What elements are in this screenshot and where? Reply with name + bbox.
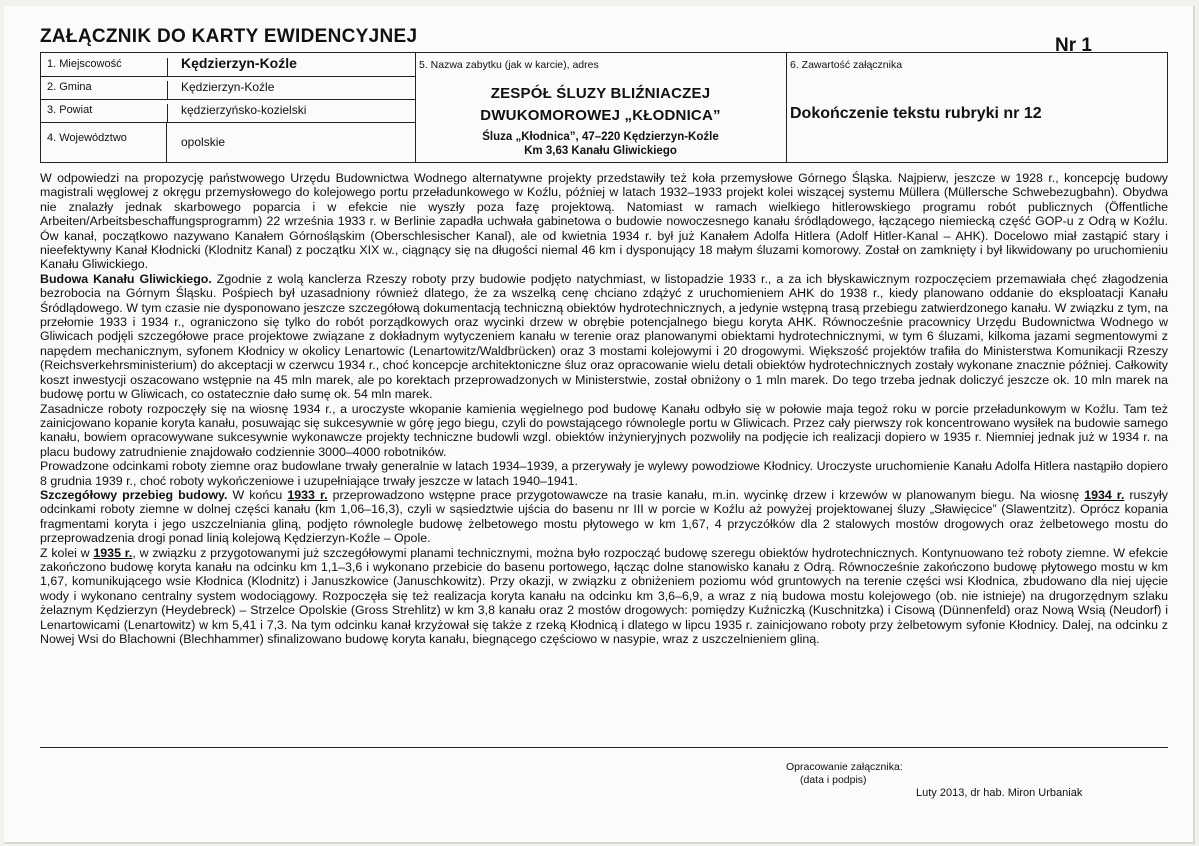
detailed-course-text-c: ruszyły odcinkami roboty ziemne w dolnej części kanału (km 1,06–16,3), czyli w sąsiedztwie ujścia do basenu nr III w porcie w Koźlu aż powyżej projektowanej śluzy „Sławięcice” (Slawentzitz). Oprócz kopania fragmentami koryta i jego uszczelniania gliną, podjęto równolegle budowę żelbetowego mostu płytowego w km 1,67, 4 przyczółków dla 2 stalowych mostów drogowych oraz żelbetowego mostu do przeprowadzenia drogi ponad linią kolejową Kędzierzyn-Koźle – Opole. <box>40 487 1168 546</box>
year-1935: 1935 r. <box>93 545 133 560</box>
section-heading-construction: Budowa Kanału Gliwickiego. <box>40 271 212 286</box>
object-name-line-2: DWUKOMOROWEJ „KŁODNICA” <box>480 107 721 124</box>
document-number: Nr 1 <box>1055 35 1092 56</box>
paragraph-opening-text: Prowadzone odcinkami roboty ziemne oraz budowlane trwały generalnie w latach 1934–1939, a przerywały je wylewy powodziowe Kłodnicy. Uroczyste uruchomienie Kanału Adolfa Hitlera nastąpiło dopiero 8 grudnia 1939 r., choć roboty wykończeniowe i uzupełniające trwały jeszcze w latach 1940–1941. <box>40 459 1168 488</box>
paragraph-works-start-text: Zasadnicze roboty rozpoczęły się na wiosnę 1934 r., a uroczyste wkopanie kamienia węgielnego pod budowę Kanału odbyło się w połowie maja tegoż roku w porcie przeładunkowym w Koźlu. Tam też zainicjowano kopanie koryta kanału, posuwając się sukcesywnie w górę jego biegu, czyli do powstającego równolegle portu w Gliwicach. Przez cały pierwszy rok koncentrowano wysiłek na budowie samego kanału, bowiem opracowywane sukcesywnie wykonawcze projekty techniczne budowli wzgl. obiektów inżynieryjnych pozwoliły na podjęcie ich realizacji dopiero w 1935 r. Niemniej jednak już w 1934 r. na placu budowy zatrudnienie znajdowało codziennie 3000–4000 robotników. <box>40 401 1168 459</box>
content-label: 6. Zawartość załącznika <box>790 59 903 71</box>
paragraph-opening <box>40 459 1168 488</box>
header-table <box>40 52 1168 163</box>
county-value: kędzierzyńsko-kozielski <box>181 103 307 117</box>
object-label: 5. Nazwa zabytku (jak w karcie), adres <box>419 59 599 71</box>
locality-value: Kędzierzyn-Koźle <box>181 55 297 71</box>
paragraph-construction-text: Zgodnie z wolą kanclerza Rzeszy roboty przy budowie podjęto natychmiast, w listopadzie 1933 r., a za ich błyskawicznym rozpoczęciem przemawiała chęć złagodzenia bezrobocia na Górnym Śląsku. Pośpiech był uzasadniony również dlatego, że za wszelką cenę chciano zdążyć z uruchomieniem AHK do 1938 r., kiedy planowano oddanie do eksploatacji Kanału Śródlądowego. W tym czasie nie dysponowano jeszcze szczegółową dokumentacją techniczną obiektów hydrotechnicznych, a jedynie wstępną trasą przebiegu zatwierdzonego kanału. W związku z tym, na przełomie 1933 i 1934 r., ograniczono się tylko do robót porządkowych oraz wycinki drzew w obrębie potencjalnego biegu koryta AHK. Równocześnie pracownicy Urzędu Budownictwa Wodnego w Gliwicach podjęli szczegółowe prace projektowe związane z dokładnym wytyczeniem kanału w terenie oraz planowanymi obiektami hydrotechnicznymi, w tym 6 śluzami, kilkoma jazami segmentowymi z napędem mechanicznym, syfonem Kłodnicy w okolicy Lenartowic (Lenartowitz/Waldbrücken) oraz 3 mostami kolejowymi i 20 drogowymi. Większość projektów trafiła do Ministerstwa Komunikacji Rzeszy (Reichsverkehrsministerium) do akceptacji w czerwcu 1934 r., choć koncepcje architektoniczne śluz oraz opracowanie wielu detali obiektów hydrotechnicznych zostały wykonane znacznie później. Całkowity koszt inwestycji oszacowano wstępnie na 45 mln marek, ale po korektach przeprowadzonych w Ministerstwie, został obniżony o 1 mln marek. Do tego trzeba jednak doliczyć jeszcze ok. 10 mln marek na budowę portu w Gliwicach, co ostatecznie dało sumę ok. 54 mln marek. <box>40 271 1168 402</box>
object-address-line-2: Km 3,63 Kanału Gliwickiego <box>524 145 677 157</box>
locality-label: 1. Miejscowość <box>47 58 168 76</box>
paragraph-detailed-course <box>40 488 1168 546</box>
paragraph-works-start <box>40 402 1168 460</box>
document-sheet <box>4 6 1195 844</box>
content-description: Dokończenie tekstu rubryki nr 12 <box>790 105 1042 122</box>
municipality-label: 2. Gmina <box>47 81 168 99</box>
detailed-course-text-a: W końcu <box>227 487 288 502</box>
county-row <box>41 99 415 123</box>
content-column <box>786 53 1167 162</box>
year-1934: 1934 r. <box>1084 487 1125 502</box>
voivodeship-label: 4. Województwo <box>47 122 167 163</box>
object-address-line-1: Śluza „Kłodnica”, 47–220 Kędzierzyn-Koźle <box>482 131 719 143</box>
body-text <box>40 171 1168 646</box>
document-title: ZAŁĄCZNIK DO KARTY EWIDENCYJNEJ <box>40 26 418 47</box>
footer-rule <box>40 747 1168 748</box>
paragraph-construction <box>40 272 1168 402</box>
author-signature: Luty 2013, dr hab. Miron Urbaniak <box>916 787 1083 799</box>
county-label: 3. Powiat <box>47 104 168 122</box>
detailed-course-text-b: przeprowadzono wstępne prace przygotowawcze na trasie kanału, m.in. wycinkę drzew i krzewów w planowanym biegu. Na wiosnę <box>327 487 1085 502</box>
voivodeship-row <box>41 122 415 163</box>
object-name <box>415 83 786 127</box>
object-name-line-1: ZESPÓŁ ŚLUZY BLIŹNIACZEJ <box>490 85 711 102</box>
date-signature-label: (data i podpis) <box>800 774 867 786</box>
paragraph-1935-text-a: Z kolei w <box>40 545 94 560</box>
prepared-by-label: Opracowanie załącznika: <box>786 761 903 773</box>
object-column <box>415 53 787 162</box>
section-heading-detailed-course: Szczegółowy przebieg budowy. <box>40 487 228 502</box>
municipality-value: Kędzierzyn-Koźle <box>181 80 275 94</box>
paragraph-intro <box>40 171 1168 272</box>
locality-row <box>41 53 415 77</box>
paragraph-intro-text: W odpowiedzi na propozycję państwowego Urzędu Budownictwa Wodnego alternatywne projekty przedstawiły też koła przemysłowe Górnego Śląska. Najpierw, jeszcze w 1928 r., koncepcję budowy magistrali węglowej z okręgu przemysłowego do kolejowego portu przeładunkowego w Koźlu, później w latach 1932–1933 projekt kolei wiszącej systemu Müllera (Müllersche Schwebezugbahn). Obydwa nie znalazły jednak skarbowego poparcia i w efekcie nie wyszły poza fazę projektową. Natomiast w ramach wielkiego hitlerowskiego programu robót publicznych (Öffentliche Arbeiten/Arbeitsbeschaffungsprogramm) 22 września 1933 r. w Berlinie zapadła uchwała gabinetowa o budowie nowoczesnego kanału śródlądowego, łączącego niemiecką część GOP-u z Odrą w Koźlu. Ów kanał, początkowo nazywano Kanałem Górnośląskim (Oberschlesischer Kanal), ale od kwietnia 1934 r. był już Kanałem Adolfa Hitlera (Adolf Hitler-Kanal – AHK). Docelowo miał zastąpić stary i nieefektywny Kanał Kłodnicki (Klodnitz Kanal) z początku XIX w., ciągnący się na długości niemal 46 km i dysponujący 18 małym śluzami komorowy. Został on zamknięty i był likwidowany po uruchomieniu Kanału Gliwickiego. <box>40 171 1168 272</box>
year-1933: 1933 r. <box>287 487 328 502</box>
municipality-row <box>41 76 415 100</box>
location-column <box>41 53 416 162</box>
paragraph-1935 <box>40 546 1168 647</box>
voivodeship-value: opolskie <box>181 135 226 149</box>
paragraph-1935-text-b: , w związku z przygotowanymi już szczegółowymi planami technicznymi, można było rozpocząć budowę szeregu obiektów hydrotechnicznych. Kontynuowano też roboty ziemne. W efekcie zakończono budowę koryta kanału na odcinku km 1,1–3,6 i wykonano przebicie do basenu portowego, łącząc dolne stanowisko kanału z Odrą. Równocześnie zakończono budowę płytowego mostu w km 1,67, komunikującego wsie Kłodnica (Klodnitz) i Januszkowice (Januschkowitz). Przy okazji, w związku z obniżeniem poziomu wód gruntowych na terenie części wsi Kłodnica, zbudowano dla niej ujęcie wody i wykonano centralny system wodociągowy. Rozpoczęła się też realizacja koryta kanału na odcinku km 3,6–6,9, a wraz z nią budowa mostu kolejowego (ob. nie istnieje) na drugorzędnym szlaku żelaznym Kędzierzyn (Heydebreck) – Strzelce Opolskie (Gross Strehlitz) w km 3,8 kanału oraz 2 mostów drogowych: pomiędzy Kuźniczką (Kuschnitzka) i Cisową (Dünnenfeld) oraz Nową Wsią (Neudorf) i Lenartowicami (Lenartowitz) w km 5,41 i 7,3. Na tym odcinku kanał krzyżował się także z rzeką Kłodnicą i dlatego w lipcu 1935 r. zainicjowano roboty przy żelbetowym syfonie Kłodnicy. Dalej, na odcinku z Nowej Wsi do Blachowni (Blechhammer) sfinalizowano budowę koryta kanału, biegnącego częściowo w nasypie, wraz z uszczelnieniem gliną. <box>40 545 1168 646</box>
object-address <box>415 130 786 158</box>
